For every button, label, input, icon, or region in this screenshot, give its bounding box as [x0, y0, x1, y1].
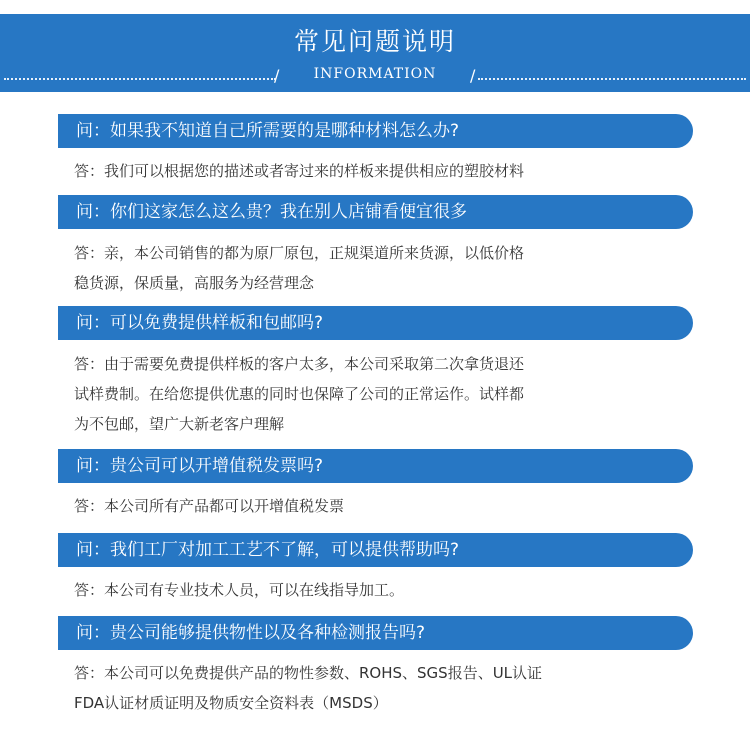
header-banner	[0, 14, 750, 92]
faq-answer-5	[74, 575, 692, 605]
faq-question-6: 问：贵公司能够提供物性以及各种检测报告吗?	[58, 616, 693, 650]
faq-answer-1	[74, 156, 692, 186]
answer-line: 答：由于需要免费提供样板的客户太多，本公司采取第二次拿货退还	[74, 355, 525, 373]
answer-line: 答：我们可以根据您的描述或者寄过来的样板来提供相应的塑胶材料	[74, 162, 525, 180]
answer-line: 答：本公司有专业技术人员，可以在线指导加工。	[74, 581, 405, 599]
answer-line: 稳货源，保质量，高服务为经营理念	[74, 274, 315, 292]
faq-answer-2	[74, 238, 692, 298]
answer-line: 试样费制。在给您提供优惠的同时也保障了公司的正常运作。试样都	[74, 385, 525, 403]
header-subtitle-row	[0, 64, 750, 86]
faq-answer-6	[74, 658, 692, 718]
faq-question-4: 问：贵公司可以开增值税发票吗?	[58, 449, 693, 483]
page-title: 常见问题说明	[293, 27, 456, 56]
answer-line: 答：亲，本公司销售的都为原厂原包，正规渠道所来货源，以低价格	[74, 244, 525, 262]
answer-line: FDA认证材质证明及物质安全资料表（MSDS）	[74, 694, 388, 712]
faq-answer-4	[74, 491, 692, 521]
dotted-line-left	[4, 78, 276, 80]
slash-left: /	[274, 66, 280, 85]
faq-question-3: 问：可以免费提供样板和包邮吗?	[58, 306, 693, 340]
answer-line: 答：本公司所有产品都可以开增值税发票	[74, 497, 345, 515]
faq-answer-3	[74, 349, 692, 439]
answer-line: 答：本公司可以免费提供产品的物性参数、ROHS、SGS报告、UL认证	[74, 664, 543, 682]
answer-line: 为不包邮，望广大新老客户理解	[74, 415, 285, 433]
faq-question-1: 问：如果我不知道自己所需要的是哪种材料怎么办?	[58, 114, 693, 148]
subtitle-information: INFORMATION	[313, 66, 437, 82]
faq-question-5: 问：我们工厂对加工工艺不了解，可以提供帮助吗?	[58, 533, 693, 567]
faq-question-2: 问：你们这家怎么这么贵？我在别人店铺看便宜很多	[58, 195, 693, 229]
dotted-line-right	[478, 78, 746, 80]
slash-right: /	[470, 66, 476, 85]
